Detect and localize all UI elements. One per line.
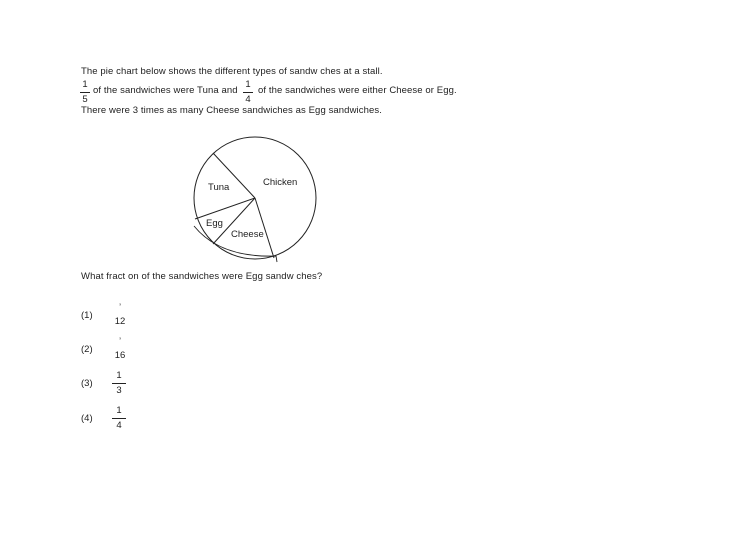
slice-label-egg: Egg [206,218,223,229]
option-1-denominator: 12 [114,315,126,327]
fraction-bar [112,383,126,384]
fraction-tuna-numerator: 1 [82,79,88,90]
option-1-numerator: ’ [118,302,122,313]
slice-divider-cheese-chicken [255,198,274,258]
fraction-cheese-egg-denominator: 4 [245,93,251,105]
option-3-denominator: 3 [116,384,122,396]
slice-label-chicken: Chicken [263,177,298,188]
fraction-cheese-egg-numerator: 1 [245,79,251,90]
slice-label-cheese: Cheese [231,229,264,240]
question-text-line-3: There were 3 times as many Cheese sandwiches as Egg sandwiches. [81,105,382,116]
slice-label-tuna: Tuna [208,182,230,193]
option-2-numerator: ’ [118,336,122,347]
fraction-tuna-denominator: 5 [82,93,88,105]
question-text-line-2b: of the sandwiches were either Cheese or Egg. [258,85,457,96]
option-4-fraction [112,406,126,430]
option-4-label: (4) [81,413,93,424]
fraction-bar [112,418,126,419]
option-4-numerator: 1 [116,405,122,416]
option-1-label: (1) [81,310,93,321]
option-1-fraction [113,303,127,326]
option-2-label: (2) [81,344,93,355]
question-text-line-1: The pie chart below shows the different types of sandw ches at a stall. [81,66,383,77]
question-prompt: What fract on of the sandwiches were Egg sandw ches? [81,271,323,282]
option-4-denominator: 4 [116,419,122,431]
option-2-fraction [113,337,127,360]
option-3-label: (3) [81,378,93,389]
option-3-fraction [112,371,126,395]
option-3-numerator: 1 [116,370,122,381]
option-2-denominator: 16 [114,349,126,361]
question-text-line-2a: of the sandwiches were Tuna and [93,85,238,96]
